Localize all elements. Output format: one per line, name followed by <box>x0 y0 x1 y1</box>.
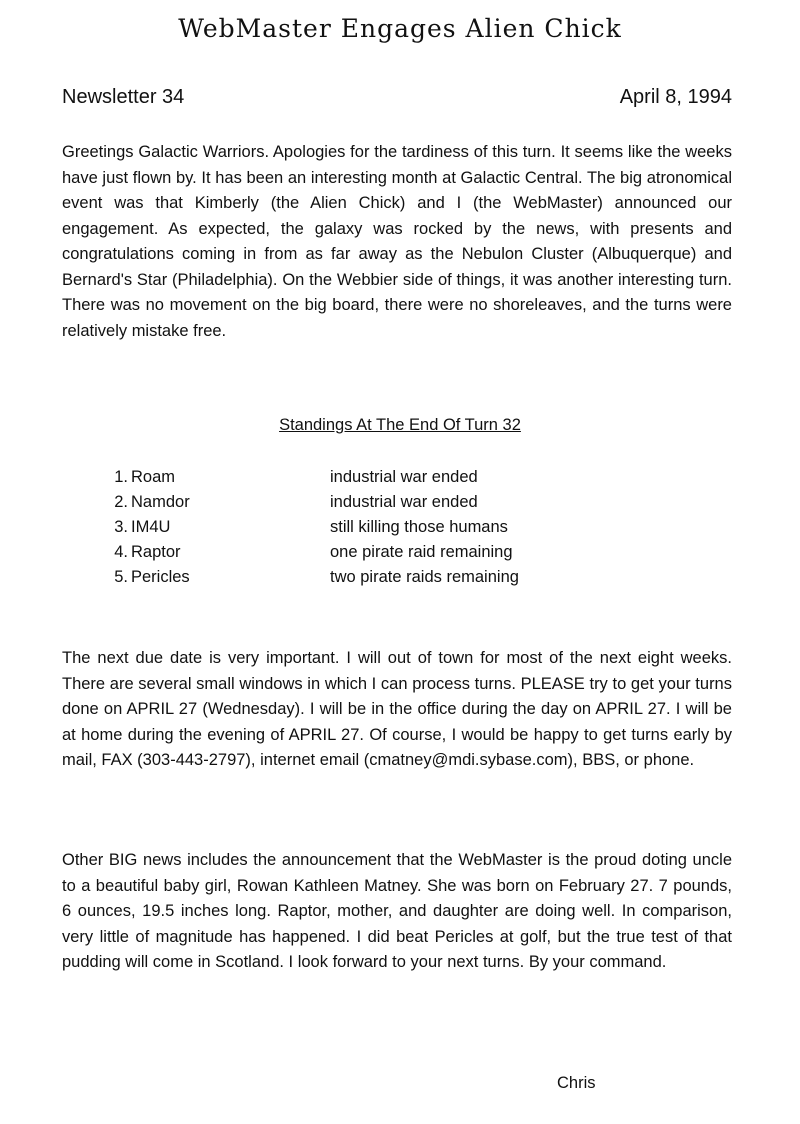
standings-rank: 3. <box>114 518 128 536</box>
standings-rank: 4. <box>114 543 128 561</box>
newsletter-date: April 8, 1994 <box>619 86 732 108</box>
standings-rank: 1. <box>114 468 128 486</box>
standings-list <box>100 468 660 593</box>
news-paragraph: Other BIG news includes the announcement that the WebMaster is the proud doting uncle to a beautiful baby girl, Rowan Kathleen Matney. She was born on February 27. 7 pounds, 6 ounces, 19.5 inches long. Raptor, mother, and daughter are doing well. In comparison, very little of magnitude has happened. I did beat Pericles at golf, but the true test of that pudding will come in Scotland. I look forward to your next turns. By your command. <box>62 851 732 971</box>
newsletter-number: Newsletter 34 <box>62 86 185 108</box>
standings-row <box>100 468 660 493</box>
standings-rank: 5. <box>114 568 128 586</box>
standings-player: Namdor <box>131 493 190 511</box>
intro-paragraph: Greetings Galactic Warriors. Apologies for the tardiness of this turn. It seems like the weeks have just flown by. It has been an interesting month at Galactic Central. The big atronomical event was that Kimberly (the Alien Chick) and I (the WebMaster) announced our engagement. As expected, the galaxy was rocked by the news, with presents and congratulations coming in from as far away as the Nebulon Cluster (Albuquerque) and Bernard's Star (Philadelphia). On the Webbier side of things, it was another interesting turn. There was no movement on the big board, there were no shoreleaves, and the turns were relatively mistake free. <box>62 143 732 340</box>
due-date-paragraph: The next due date is very important. I will out of town for most of the next eight weeks. There are several small windows in which I can process turns. PLEASE try to get your turns done on APRIL 27 (Wednesday). I will be in the office during the day on APRIL 27. I will be at home during the evening of APRIL 27. Of course, I would be happy to get turns early by mail, FAX (303-443-2797), internet email (cmatney@mdi.sybase.com), BBS, or phone. <box>62 649 732 769</box>
signature: Chris <box>557 1074 596 1092</box>
standings-status: still killing those humans <box>330 518 508 536</box>
standings-row <box>100 518 660 543</box>
standings-status: industrial war ended <box>330 468 478 486</box>
header-meta <box>62 86 732 114</box>
standings-status: one pirate raid remaining <box>330 543 513 561</box>
standings-heading: Standings At The End Of Turn 32 <box>279 416 521 434</box>
standings-row <box>100 493 660 518</box>
standings-rank: 2. <box>114 493 128 511</box>
standings-player: Roam <box>131 468 176 486</box>
standings-status: two pirate raids remaining <box>330 568 519 586</box>
standings-player: IM4U <box>131 518 171 536</box>
standings-status: industrial war ended <box>330 493 478 511</box>
standings-player: Pericles <box>131 568 190 586</box>
standings-row <box>100 543 660 568</box>
standings-player: Raptor <box>131 543 181 561</box>
newsletter-title: WebMaster Engages Alien Chick <box>178 14 622 43</box>
standings-row <box>100 568 660 593</box>
